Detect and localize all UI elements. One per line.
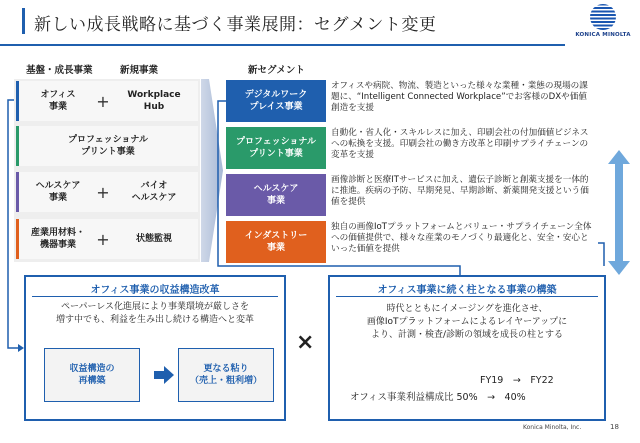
- plus-sign: +: [96, 229, 110, 249]
- vertical-double-arrow-icon: [608, 150, 630, 275]
- next-pillar-business-title: オフィス事業に続く柱となる事業の構築: [377, 285, 557, 296]
- profit-structure-rebuild-box: 収益構造の 再構築: [44, 348, 140, 402]
- business-professional-print: プロフェッショナル プリント事業: [68, 134, 148, 157]
- row-stripe: [16, 172, 19, 212]
- business-row-print: [16, 126, 198, 166]
- office-profit-reform-text: ペーパーレス化進展により事業環境が厳しさを 増す中でも、利益を生み出し続ける構造へと変革: [55, 302, 254, 326]
- next-pillar-business-box: [328, 275, 606, 421]
- fy-header: FY19 → FY22: [480, 375, 554, 386]
- business-row-healthcare: [16, 172, 198, 212]
- konica-minolta-globe-icon: [590, 4, 616, 30]
- title-rule: [0, 44, 565, 46]
- header-new-segment: 新セグメント: [248, 65, 305, 76]
- office-profit-ratio: オフィス事業利益構成比 50% → 40%: [350, 392, 526, 403]
- page-title: 新しい成長戦略に基づく事業展開：セグメント変更: [34, 15, 437, 35]
- segment-healthcare: ヘルスケア 事業: [226, 174, 326, 216]
- title-bar: [0, 0, 640, 46]
- business-condition-monitoring: 状態監視: [135, 233, 172, 244]
- next-pillar-business-text: 時代とともにイメージングを進化させ、 画像IoTプラットフォームによるレイヤーアップに より、計測・検査/診断の領域を成長の柱とする: [366, 304, 568, 341]
- box-rule: [336, 296, 598, 297]
- business-office: オフィス 事業: [40, 89, 76, 112]
- business-workplace-hub: Workplace Hub: [127, 89, 181, 112]
- business-row-industry: [16, 219, 198, 259]
- plus-sign: +: [96, 182, 110, 202]
- office-profit-reform-title: オフィス事業の収益構造改革: [90, 285, 220, 296]
- logo: [572, 4, 634, 44]
- row-stripe: [16, 81, 19, 121]
- box-rule: [32, 296, 278, 297]
- title-accent: [22, 8, 25, 34]
- footer-company: Konica Minolta, Inc.: [523, 424, 582, 431]
- business-industrial-materials: 産業用材料・ 機器事業: [30, 227, 85, 250]
- segment-professional-print-desc: 自動化・省人化・スキルレスに加え、印刷会社の付加価値ビジネスへの転換を支援。印刷会社の働き方改革と印刷サプライチェーンの変革を支援: [328, 127, 598, 169]
- business-row-office: [16, 81, 198, 121]
- multiply-symbol: ×: [296, 330, 315, 355]
- segment-industry: インダストリー 事業: [226, 221, 326, 263]
- business-healthcare: ヘルスケア 事業: [35, 180, 81, 203]
- logo-text: KONICA MINOLTA: [575, 32, 631, 38]
- segment-healthcare-desc: 画像診断と医療ITサービスに加え、遺伝子診断と創薬支援を一体的に推進。疾病の予防、早期発見、早期診断、新薬開発支援という価値を提供: [328, 174, 598, 216]
- business-bio-healthcare: バイオ ヘルスケア: [131, 180, 177, 203]
- header-base-business: 基盤・成長事業: [26, 65, 93, 76]
- segment-professional-print: プロフェッショナル プリント事業: [226, 127, 326, 169]
- right-arrow-icon: [154, 365, 174, 385]
- row-stripe: [16, 219, 19, 259]
- header-new-business: 新規事業: [120, 65, 159, 76]
- further-persistence-box: 更なる粘り （売上・粗利増）: [178, 348, 274, 402]
- office-profit-reform-box: [24, 275, 286, 421]
- segment-digital-workplace-desc: オフィスや病院、物流、製造といった様々な業種・業態の現場の課題に、“Intelligent Connected Workplace”でお客様のDXや価値創造を支援: [328, 80, 598, 122]
- segment-digital-workplace: デジタルワーク プレイス事業: [226, 80, 326, 122]
- page-number: 18: [610, 423, 619, 431]
- plus-sign: +: [96, 91, 110, 111]
- segment-industry-desc: 独自の画像IoTプラットフォームとバリュー・サプライチェーン全体への価値提供で、様々な産業のモノづくり最適化と、安全・安心といった価値を提供: [328, 221, 598, 263]
- row-stripe: [16, 126, 19, 166]
- transition-arrow-icon: [201, 79, 223, 262]
